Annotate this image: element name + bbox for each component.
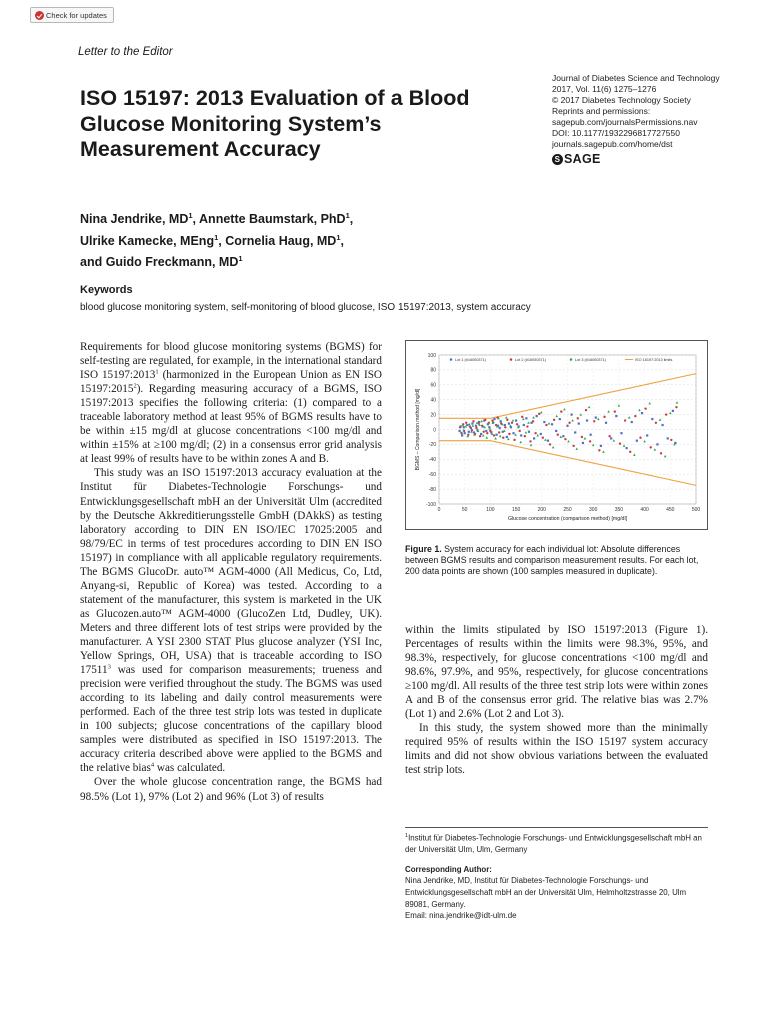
data-point-lot-1 <box>523 424 525 426</box>
data-point-lot-2 <box>572 445 574 447</box>
legend-marker <box>450 358 453 361</box>
y-tick-label: 60 <box>430 382 436 389</box>
data-point-lot-1 <box>480 433 482 435</box>
data-point-lot-1 <box>475 425 477 427</box>
data-point-lot-2 <box>472 420 474 422</box>
data-point-lot-2 <box>589 440 591 442</box>
data-point-lot-2 <box>624 419 626 421</box>
keywords-text: blood glucose monitoring system, self-monitoring of blood glucose, ISO 15197:2013, system accuracy <box>80 302 531 313</box>
data-point-lot-2 <box>655 422 657 424</box>
article-type: Letter to the Editor <box>78 46 173 58</box>
y-tick-label: -40 <box>428 457 436 464</box>
data-point-lot-1 <box>586 419 588 421</box>
x-tick-label: 500 <box>691 507 701 513</box>
x-axis-label: Glucose concentration (comparison method) [mg/dl] <box>507 516 628 522</box>
y-tick-label: 20 <box>430 412 436 419</box>
data-point-lot-2 <box>465 422 467 424</box>
legend-label: Lot 2 (#16050371) <box>515 358 547 362</box>
data-point-lot-1 <box>574 431 576 433</box>
journal-home-link[interactable]: journals.sagepub.com/home/dst <box>552 139 673 149</box>
x-tick-label: 300 <box>589 507 598 513</box>
x-tick-label: 350 <box>614 507 624 513</box>
data-point-lot-2 <box>549 443 551 445</box>
author-affiliation-mark: 1 <box>336 232 341 242</box>
sage-icon: S <box>552 154 563 165</box>
body-left-column <box>80 340 382 804</box>
y-tick-label: -60 <box>428 472 436 478</box>
data-point-lot-2 <box>534 432 536 434</box>
citation-ref[interactable]: 4 <box>150 761 155 769</box>
data-point-lot-1 <box>661 424 663 426</box>
legend-marker <box>570 358 573 361</box>
data-point-lot-1 <box>555 430 557 432</box>
data-point-lot-2 <box>513 439 515 441</box>
data-point-lot-2 <box>614 410 616 412</box>
data-point-lot-1 <box>512 432 514 434</box>
data-point-lot-1 <box>499 427 501 429</box>
author-name: Annette Baumstark, PhD <box>199 212 346 227</box>
data-point-lot-2 <box>585 409 587 411</box>
corresponding-author-address: Nina Jendrike, MD, Institut für Diabetes-Technologie Forschungs- und Entwicklungsgesellschaft mbH an der Universität Ulm, Helmholtzstrasse 20, Ulm 89081, Germany. <box>405 876 687 909</box>
affiliation-text: Institut für Diabetes-Technologie Forschungs- und Entwicklungsgesellschaft mbH an der Universität Ulm, Ulm, Germany <box>405 833 702 855</box>
data-point-lot-2 <box>518 430 520 432</box>
data-point-lot-1 <box>466 424 468 426</box>
data-point-lot-1 <box>590 434 592 436</box>
y-tick-label: -20 <box>428 442 436 449</box>
check-for-updates-button[interactable] <box>30 7 114 23</box>
data-point-lot-1 <box>543 421 545 423</box>
data-point-lot-2 <box>603 416 605 418</box>
data-point-lot-1 <box>636 440 638 442</box>
data-point-lot-2 <box>516 423 518 425</box>
data-point-lot-2 <box>545 424 547 426</box>
data-point-lot-1 <box>508 422 510 424</box>
citation-ref[interactable]: 1 <box>155 368 159 376</box>
data-point-lot-1 <box>547 440 549 442</box>
data-point-lot-1 <box>458 430 460 432</box>
data-point-lot-2 <box>593 420 595 422</box>
body-paragraph: In this study, the system showed more than the minimally required 95% of results within the ISO 15197 system accuracy limits and did not show obvious variations between the evaluated test strip lots. <box>405 722 708 777</box>
data-point-lot-2 <box>542 436 544 438</box>
x-tick-label: 200 <box>537 507 546 513</box>
data-point-lot-1 <box>615 415 617 417</box>
data-point-lot-2 <box>670 439 672 441</box>
citation-ref[interactable]: 2 <box>133 382 137 390</box>
data-point-lot-1 <box>485 430 487 432</box>
sage-logo <box>552 152 601 166</box>
footnote-divider <box>405 827 708 828</box>
y-tick-label: -80 <box>428 486 436 493</box>
data-point-lot-2 <box>524 435 526 437</box>
journal-info <box>552 73 752 150</box>
data-point-lot-2 <box>475 427 477 429</box>
figure-caption-text: System accuracy for each individual lot: Absolute differences between BGMS results and comparison measurement results. For each lot, 200 data points are shown (100 samples measured in duplicate). <box>405 544 699 577</box>
data-point-lot-2 <box>483 431 485 433</box>
accuracy-scatter-chart <box>406 341 707 529</box>
data-point-lot-2 <box>598 449 600 451</box>
check-for-updates-label: Check for updates <box>46 11 107 20</box>
data-point-lot-2 <box>581 436 583 438</box>
data-point-lot-2 <box>564 438 566 440</box>
citation-ref[interactable]: 3 <box>107 663 111 671</box>
affiliation-mark: 1 <box>405 833 409 839</box>
data-point-lot-2 <box>675 406 677 408</box>
data-point-lot-2 <box>508 433 510 435</box>
data-point-lot-2 <box>479 435 481 437</box>
data-point-lot-2 <box>493 434 495 436</box>
journal-line: Reprints and permissions: <box>552 106 651 116</box>
data-point-lot-1 <box>463 426 465 428</box>
data-point-lot-2 <box>526 425 528 427</box>
data-point-lot-1 <box>536 415 538 417</box>
data-point-lot-2 <box>568 422 570 424</box>
data-point-lot-2 <box>650 446 652 448</box>
data-point-lot-1 <box>468 431 470 433</box>
data-point-lot-1 <box>646 434 648 436</box>
data-point-lot-1 <box>533 437 535 439</box>
data-point-lot-2 <box>506 419 508 421</box>
data-point-lot-1 <box>667 437 669 439</box>
x-tick-label: 450 <box>666 507 675 513</box>
data-point-lot-1 <box>595 416 597 418</box>
data-point-lot-1 <box>605 422 607 424</box>
data-point-lot-2 <box>484 419 486 421</box>
data-point-lot-2 <box>486 432 488 434</box>
data-point-lot-2 <box>553 419 555 421</box>
data-point-lot-1 <box>493 418 495 420</box>
affiliation-note <box>405 831 708 856</box>
data-point-lot-1 <box>566 425 568 427</box>
data-point-lot-1 <box>626 447 628 449</box>
data-point-lot-1 <box>656 443 658 445</box>
y-tick-label: 0 <box>433 427 436 434</box>
data-point-lot-2 <box>639 436 641 438</box>
body-paragraph: Requirements for blood glucose monitoring systems (BGMS) for self-testing are regulated, for example, in the international standard ISO 15197:2013$^1$ (harmonized in the European Union as EN ISO 15197:2015$^2$). Regarding measuring accuracy of a BGMS, ISO 15197:2013 specifies the following criteria: (1) compared to a traceable laboratory method at least 95% of BGMS results have to be within ±15 mg/dl at glucose concentrations <100 mg/dl and within ±15% at ≥100 mg/dl; (2) in a consensus error grid analysis at least 99% of results have to be within zones A and B. <box>80 341 382 466</box>
data-point-lot-1 <box>631 421 633 423</box>
data-point-lot-1 <box>672 410 674 412</box>
x-tick-label: 250 <box>563 507 572 513</box>
author-list: Nina Jendrike, $MD^1$, Annette Baumstark, PhD$^1$, Ulrike Kamecke, MEng$^1$, Cornelia Haug, $MD^1$, and Guido Freckmann, $MD^1$ <box>80 211 354 270</box>
x-tick-label: 0 <box>437 507 441 513</box>
data-point-lot-2 <box>469 425 471 427</box>
data-point-lot-2 <box>560 410 562 412</box>
author-affiliation-mark: 1 <box>214 232 219 242</box>
data-point-lot-2 <box>504 426 506 428</box>
legend-label: Lot 1 (#16050371) <box>455 358 487 362</box>
data-point-lot-2 <box>629 451 631 453</box>
doi-link[interactable]: DOI: 10.1177/1932296817727550 <box>552 128 680 138</box>
data-point-lot-2 <box>608 435 610 437</box>
data-point-lot-2 <box>502 436 504 438</box>
data-point-lot-2 <box>529 440 531 442</box>
figure-caption <box>405 544 705 578</box>
figure-1 <box>405 340 708 530</box>
data-point-lot-1 <box>562 435 564 437</box>
y-tick-label: 100 <box>427 352 436 359</box>
data-point-lot-2 <box>660 452 662 454</box>
author-name: Guido Freckmann, MD <box>105 255 239 270</box>
body-paragraph: Over the whole glucose concentration range, the BGMS had 98.5% (Lot 1), 97% (Lot 2) and 96% (Lot 3) of results <box>80 776 382 803</box>
data-point-lot-1 <box>578 422 580 424</box>
data-point-lot-1 <box>551 423 553 425</box>
data-point-lot-2 <box>634 415 636 417</box>
author-name: Nina Jendrike, MD <box>80 212 189 227</box>
data-point-lot-2 <box>459 426 461 428</box>
data-point-lot-1 <box>528 431 530 433</box>
body-paragraph: within the limits stipulated by ISO 15197:2013 (Figure 1). Percentages of results within the limits were 98.3%, 95%, and 98.3%, respectively, for glucose concentrations <100 mg/dl and 98.6%, 97.9%, and 95%, respectively, for glucose concentrations ≥100 mg/dl. All results of the three test strip lots were within zones A and B of the consensus error grid. The relative bias was 2.7% (Lot 1) and 2.6% (Lot 2 and Lot 3). <box>405 624 708 721</box>
author-name: Ulrike Kamecke, MEng <box>80 233 215 248</box>
data-point-lot-1 <box>461 434 463 436</box>
data-point-lot-1 <box>651 418 653 420</box>
data-point-lot-2 <box>644 407 646 409</box>
check-updates-icon <box>35 11 44 20</box>
x-tick-label: 100 <box>486 507 495 513</box>
data-point-lot-2 <box>521 416 523 418</box>
legend-label: ISO 15197:2013 limits <box>635 358 673 362</box>
body-paragraph: This study was an ISO 15197:2013 accuracy evaluation at the Institut für Diabetes-Technologie Forschungs- und Entwicklungsgesellschaft mbH an der Universität Ulm (accredited by the Deutsche Akkreditierungsstelle GmbH (DAkkS) as testing laboratory according to DIN EN ISO/IEC 17025:2005 and 98/79/EC in terms of test procedures according to DIN EN ISO 15197) in compliance with all applicable regulatory requirements. The BGMS GlucoDr. auto™ AGM-4000 (All Medicus, Co, Ltd, Anyang-si, Republic of Korea) was tested. According to a statement of the manufacturer, this system is marketed in the UK as Glucozen.auto™ AGM-4000 (GlucoZen Ltd, Dudley, UK). Meters and three different lots of test strips were provided by the manufacturer. A YSI 2300 STAT Plus glucose analyzer (YSI Inc, Yellow Springs, OH, USA) that is traceable according to ISO 17511$^3$ was used for comparison measurements; trueness and precision were verified throughout the study. The BGMS was used according to its labeling and daily control measurements were performed. Each of the three test strip lots was tested in duplicate in 100 subjects; glucose concentrations of the capillary blood samples were distributed as specified in ISO 15197:2013. The accuracy criteria described above were applied to the BGMS and the relative bias$^4$ was calculated. <box>80 467 382 775</box>
data-point-lot-1 <box>506 436 508 438</box>
data-point-lot-1 <box>515 419 517 421</box>
data-point-lot-1 <box>540 433 542 435</box>
data-point-lot-2 <box>665 413 667 415</box>
data-point-lot-2 <box>532 420 534 422</box>
footnotes <box>405 831 708 922</box>
data-point-lot-1 <box>525 417 527 419</box>
data-point-lot-1 <box>559 418 561 420</box>
journal-line: 2017, Vol. 11(6) 1275–1276 <box>552 84 657 94</box>
author-affiliation-mark: 1 <box>238 254 243 264</box>
data-point-lot-1 <box>600 445 602 447</box>
data-point-lot-1 <box>504 424 506 426</box>
data-point-lot-2 <box>489 430 491 432</box>
y-tick-label: 80 <box>430 367 436 374</box>
figure-label: Figure 1. <box>405 544 442 554</box>
author-affiliation-mark: 1 <box>345 211 350 220</box>
data-point-lot-2 <box>511 422 513 424</box>
corresponding-author-email[interactable]: Email: nina.jendrike@idt-ulm.de <box>405 911 517 921</box>
data-point-lot-2 <box>498 431 500 433</box>
x-tick-label: 50 <box>461 507 468 513</box>
data-point-lot-2 <box>481 425 483 427</box>
permissions-link[interactable]: sagepub.com/journalsPermissions.nav <box>552 117 698 127</box>
legend-marker <box>510 358 513 361</box>
body-right-column <box>405 623 708 778</box>
data-point-lot-2 <box>619 442 621 444</box>
data-point-lot-1 <box>620 432 622 434</box>
journal-line: Journal of Diabetes Science and Technology <box>552 73 720 83</box>
data-point-lot-1 <box>464 432 466 434</box>
legend-label: Lot 3 (#16050371) <box>575 358 607 362</box>
publisher-name: SAGE <box>564 152 601 166</box>
data-point-lot-2 <box>538 413 540 415</box>
data-point-lot-1 <box>471 422 473 424</box>
data-point-lot-1 <box>582 442 584 444</box>
y-tick-label: -100 <box>425 501 436 508</box>
journal-line: © 2017 Diabetes Technology Society <box>552 95 691 105</box>
author-affiliation-mark: 1 <box>188 211 193 220</box>
author-name: Cornelia Haug, MD <box>225 233 337 248</box>
data-point-lot-1 <box>610 437 612 439</box>
y-axis-label: BGMS – Comparison method [mg/dl] <box>415 388 421 471</box>
data-point-lot-2 <box>577 417 579 419</box>
keywords-heading: Keywords <box>80 284 133 296</box>
x-tick-label: 400 <box>640 507 649 513</box>
data-point-lot-1 <box>520 434 522 436</box>
data-point-lot-1 <box>500 420 502 422</box>
data-point-lot-1 <box>571 414 573 416</box>
data-point-lot-2 <box>557 434 559 436</box>
x-tick-label: 150 <box>511 507 521 513</box>
y-tick-label: 40 <box>430 397 436 404</box>
corresponding-author-heading: Corresponding Author: <box>405 864 492 874</box>
data-point-lot-1 <box>641 412 643 414</box>
data-point-lot-1 <box>495 434 497 436</box>
article-title: ISO 15197: 2013 Evaluation of a Blood Glucose Monitoring System’s Measurement Accuracy <box>80 86 470 161</box>
